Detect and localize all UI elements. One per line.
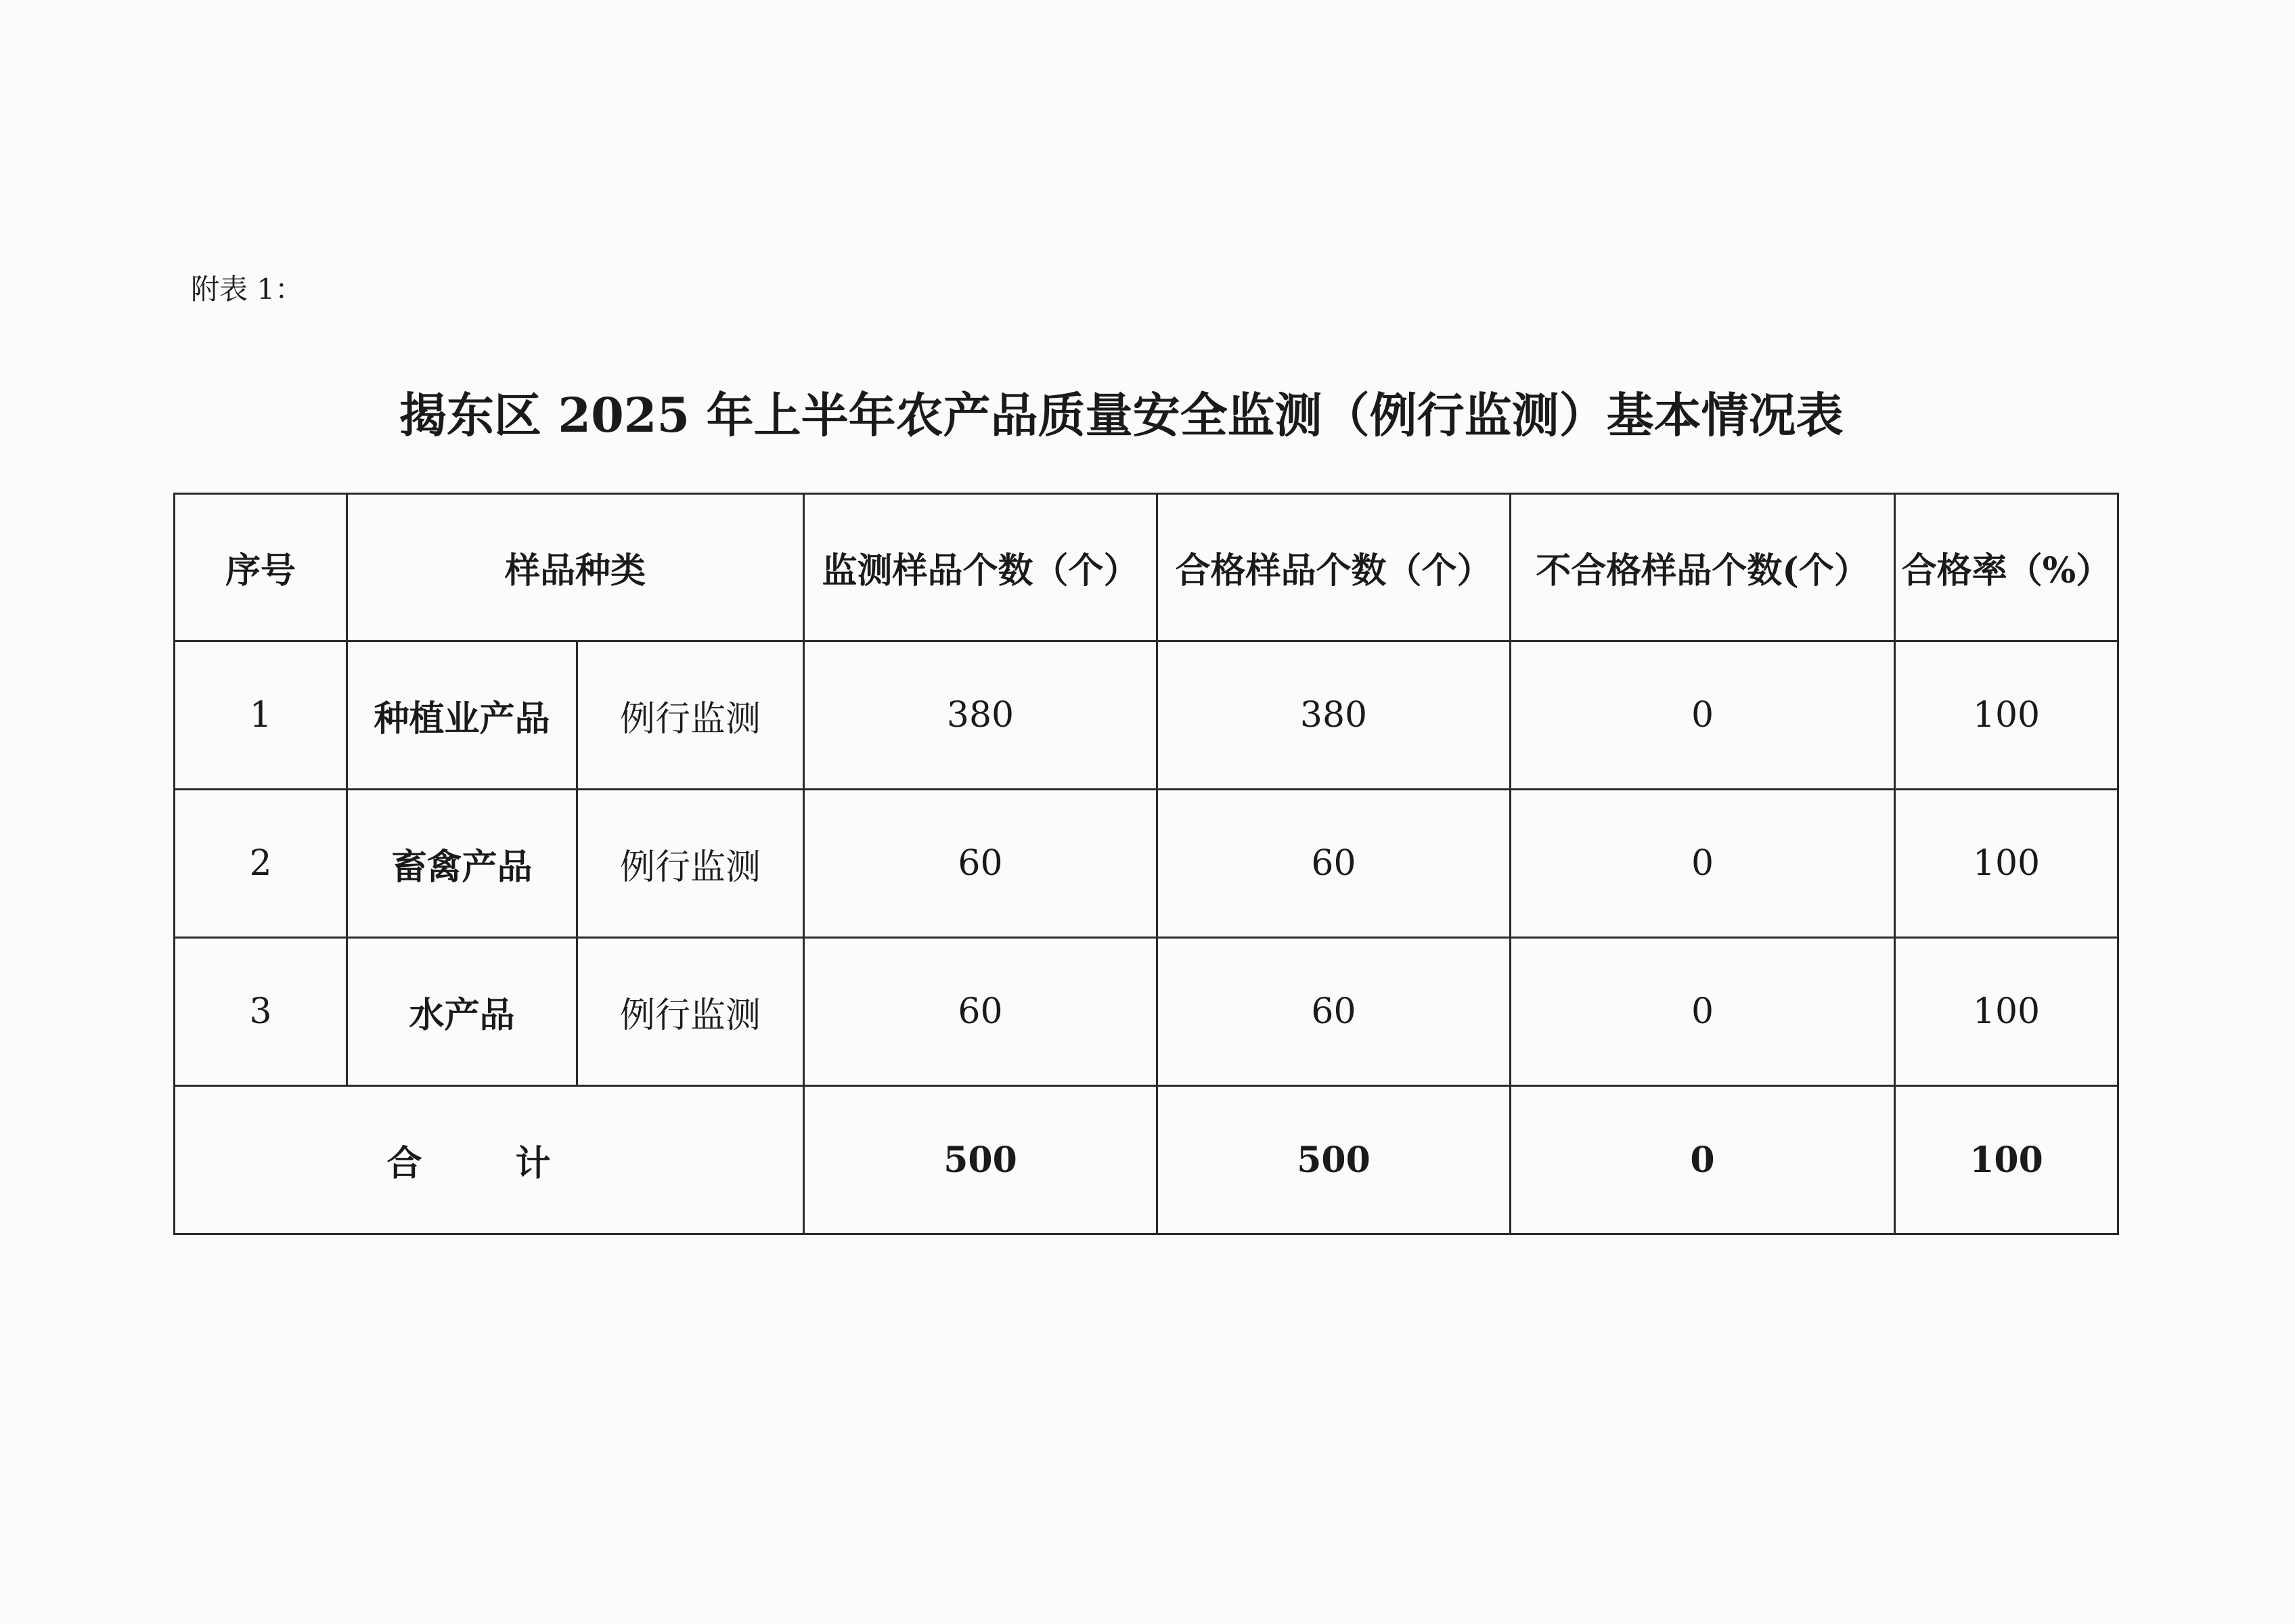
header-seq: 序号 [175, 494, 347, 641]
table-header-row [175, 494, 2118, 641]
cell-rate: 100 [1895, 641, 2118, 790]
cell-category: 种植业产品 [347, 641, 577, 790]
total-label: 合 计 [175, 1086, 804, 1234]
cell-type: 例行监测 [577, 790, 804, 938]
cell-qualified: 380 [1157, 641, 1511, 790]
total-monitored: 500 [804, 1086, 1157, 1234]
total-qualified: 500 [1157, 1086, 1511, 1234]
header-category: 样品种类 [347, 494, 804, 641]
page-title: 揭东区 2025 年上半年农产品质量安全监测（例行监测）基本情况表 [399, 387, 1844, 443]
cell-qualified: 60 [1157, 938, 1511, 1086]
header-monitored: 监测样品个数（个） [804, 494, 1157, 641]
cell-type: 例行监测 [577, 641, 804, 790]
cell-rate: 100 [1895, 938, 2118, 1086]
table-total-row [175, 1086, 2118, 1234]
table-row [175, 790, 2118, 938]
header-rate: 合格率（%） [1895, 494, 2118, 641]
header-unqualified: 不合格样品个数(个） [1511, 494, 1895, 641]
table-row [175, 641, 2118, 790]
cell-monitored: 60 [804, 938, 1157, 1086]
cell-monitored: 380 [804, 641, 1157, 790]
cell-qualified: 60 [1157, 790, 1511, 938]
cell-monitored: 60 [804, 790, 1157, 938]
header-qualified: 合格样品个数（个） [1157, 494, 1511, 641]
cell-category: 畜禽产品 [347, 790, 577, 938]
cell-rate: 100 [1895, 790, 2118, 938]
cell-type: 例行监测 [577, 938, 804, 1086]
cell-unqualified: 0 [1511, 641, 1895, 790]
cell-unqualified: 0 [1511, 938, 1895, 1086]
cell-seq: 2 [175, 790, 347, 938]
total-rate: 100 [1895, 1086, 2118, 1234]
cell-seq: 1 [175, 641, 347, 790]
cell-category: 水产品 [347, 938, 577, 1086]
attachment-label: 附表 1： [191, 273, 304, 306]
monitoring-table [173, 493, 2119, 1235]
cell-seq: 3 [175, 938, 347, 1086]
cell-unqualified: 0 [1511, 790, 1895, 938]
table-row [175, 938, 2118, 1086]
total-unqualified: 0 [1511, 1086, 1895, 1234]
